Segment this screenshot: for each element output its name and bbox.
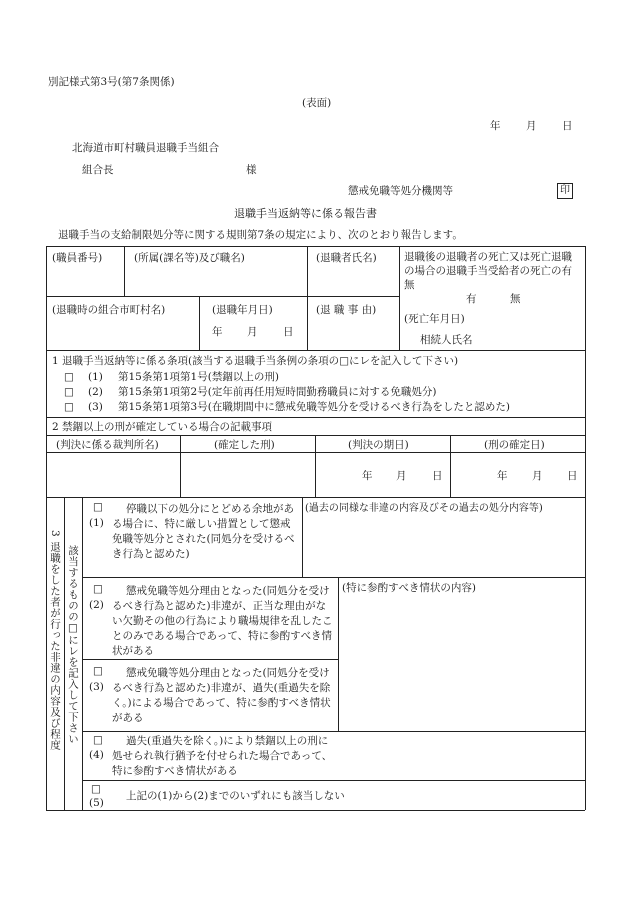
info-col-divider-1 <box>124 246 125 296</box>
section2-col-divider-3 <box>450 435 451 497</box>
section3-top-border <box>46 497 585 498</box>
section3-row4-border <box>82 780 585 781</box>
date-month-label: 月 <box>526 120 537 132</box>
final-day-label: 日 <box>567 470 578 482</box>
final-year-label: 年 <box>497 470 508 482</box>
death-no-option: 無 <box>510 293 521 305</box>
page-title: 退職手当返納等に係る報告書 <box>234 207 377 220</box>
table-left-border <box>46 246 47 810</box>
section3-item-5: 上記の(1)から(2)までのいずれにも該当しない <box>126 790 345 802</box>
section3-checkbox-2[interactable]: □ <box>93 583 103 595</box>
section2-heading: 2 禁錮以上の刑が確定している場合の記載事項 <box>52 421 273 433</box>
retire-reason-label: (退 職 事 由) <box>316 304 377 316</box>
section2-col-divider-2 <box>315 435 316 497</box>
dept-post-label: (所属(課名等)及び職名) <box>134 252 245 264</box>
section1-number-1: (1) <box>88 371 103 383</box>
section3-special-divider <box>338 577 339 731</box>
section3-checkbox-3[interactable]: □ <box>93 665 103 677</box>
addressee-title: 組合長 <box>82 164 114 176</box>
section3-checkbox-4[interactable]: □ <box>93 734 103 746</box>
death-yes-option: 有 <box>466 293 477 305</box>
retire-date-label: (退職年月日) <box>212 304 273 316</box>
form-id: 別記様式第3号(第7条関係) <box>48 76 175 88</box>
court-name-header: (判決に係る裁判所名) <box>56 439 159 451</box>
table-right-border <box>585 246 586 810</box>
section3-item-4: 過失(重過失を除く。)により禁錮以上の刑に処せられ執行猶予を付せられた場合であって、特に参酌すべき情状がある <box>112 735 333 777</box>
section3-item-1: 停職以下の処分にとどめる余地がある場合に、特に厳しい措置として懲戒免職等処分とされた(同処分を受けるべき行為と認めた) <box>112 503 295 560</box>
section3-row3-border <box>82 731 585 732</box>
section1-top-border <box>46 350 585 351</box>
seal-mark: 印 <box>557 183 573 199</box>
heir-name-label: 相続人氏名 <box>420 334 473 346</box>
info-col-divider-2 <box>307 246 308 296</box>
judgment-year-label: 年 <box>362 470 373 482</box>
retire-day-label: 日 <box>283 326 294 338</box>
final-month-label: 月 <box>532 470 543 482</box>
section1-number-3: (3) <box>88 401 103 413</box>
retire-year-label: 年 <box>212 326 223 338</box>
final-date-header: (刑の確定日) <box>484 439 545 451</box>
section1-checkbox-2[interactable]: □ <box>64 386 74 398</box>
section1-item-3: 第15条第1項第3号(在職期間中に懲戒免職等処分を受けるべき行為をしたと認めた) <box>118 401 510 413</box>
section1-checkbox-3[interactable]: □ <box>64 401 74 413</box>
death-date-label: (死亡年月日) <box>404 313 465 325</box>
info-col-divider-4 <box>199 296 200 350</box>
section3-checkbox-1[interactable]: □ <box>93 501 103 513</box>
table-bottom-border <box>46 810 585 811</box>
section1-checkbox-1[interactable]: □ <box>64 371 74 383</box>
judgment-date-header: (判決の期日) <box>348 439 409 451</box>
date-day-label: 日 <box>562 120 573 132</box>
section1-heading: 1 退職手当返納等に係る条項(該当する退職手当条例の条項の□にレを記入して下さい) <box>52 355 459 367</box>
section3-number-4: (4) <box>89 749 104 761</box>
section3-item-2: 懲戒免職等処分理由となった(同処分を受けるべき行為と認めた)非違が、正当な理由がない欠勤その他の行為により職場規律を乱したことのみである場合であって、特に参酌すべき情状がある <box>112 585 333 657</box>
info-col-divider-5 <box>307 296 308 350</box>
retiree-name-label: (退職者氏名) <box>316 252 377 264</box>
section3-label: 3 退職をした者が行った非違の内容及び程度 <box>49 530 62 751</box>
section3-number-2: (2) <box>89 599 104 611</box>
side-label: (表面) <box>302 97 332 109</box>
special-circumstances-label: (特に参酌すべき情状の内容) <box>342 582 476 594</box>
sender-label: 懲戒免職等処分機関等 <box>348 185 453 197</box>
section1-item-1: 第15条第1項第1号(禁錮以上の刑) <box>118 371 279 383</box>
death-question-label: 退職後の退職者の死亡又は死亡退職の場合の退職手当受給者の死亡の有無 <box>404 251 572 291</box>
section2-col-divider-1 <box>180 435 181 497</box>
section3-item-3: 懲戒免職等処分理由となった(同処分を受けるべき行為と認めた)非違が、過失(重過失を除く。)による場合であって、特に参酌すべき情状がある <box>112 667 331 724</box>
section3-number-3: (3) <box>89 681 104 693</box>
date-year-label: 年 <box>490 120 501 132</box>
section3-past-divider <box>302 497 303 577</box>
section1-number-2: (2) <box>88 386 103 398</box>
intro-text: 退職手当の支給制限処分等に関する規則第7条の規定により、次のとおり報告します。 <box>58 229 463 241</box>
section3-number-1: (1) <box>89 517 104 529</box>
section2-top-border <box>46 417 585 418</box>
section3-checkbox-5[interactable]: □ <box>91 783 101 795</box>
judgment-month-label: 月 <box>396 470 407 482</box>
sentence-header: (確定した刑) <box>214 439 275 451</box>
table-top-border <box>46 246 585 247</box>
judgment-day-label: 日 <box>432 470 443 482</box>
section1-item-2: 第15条第1項第2号(定年前再任用短時間勤務職員に対する免職処分) <box>118 386 437 398</box>
municipality-label: (退職時の組合市町村名) <box>52 304 166 316</box>
section3-row1-border <box>82 577 585 578</box>
staff-number-label: (職員番号) <box>52 252 103 264</box>
section3-row2-border <box>82 659 338 660</box>
section3-label-divider <box>64 497 65 810</box>
section3-sublabel: 該当するものの□にレを記入して下さい <box>67 545 80 745</box>
section3-sublabel-divider <box>82 497 83 810</box>
past-conduct-label: (過去の同様な非違の内容及びその過去の処分内容等) <box>305 503 543 514</box>
info-row-divider <box>46 296 399 297</box>
section3-number-5: (5) <box>89 797 104 809</box>
retire-month-label: 月 <box>247 326 258 338</box>
info-col-divider-3 <box>399 246 400 350</box>
addressee-org: 北海道市町村職員退職手当組合 <box>72 142 219 154</box>
honorific: 様 <box>246 164 257 176</box>
